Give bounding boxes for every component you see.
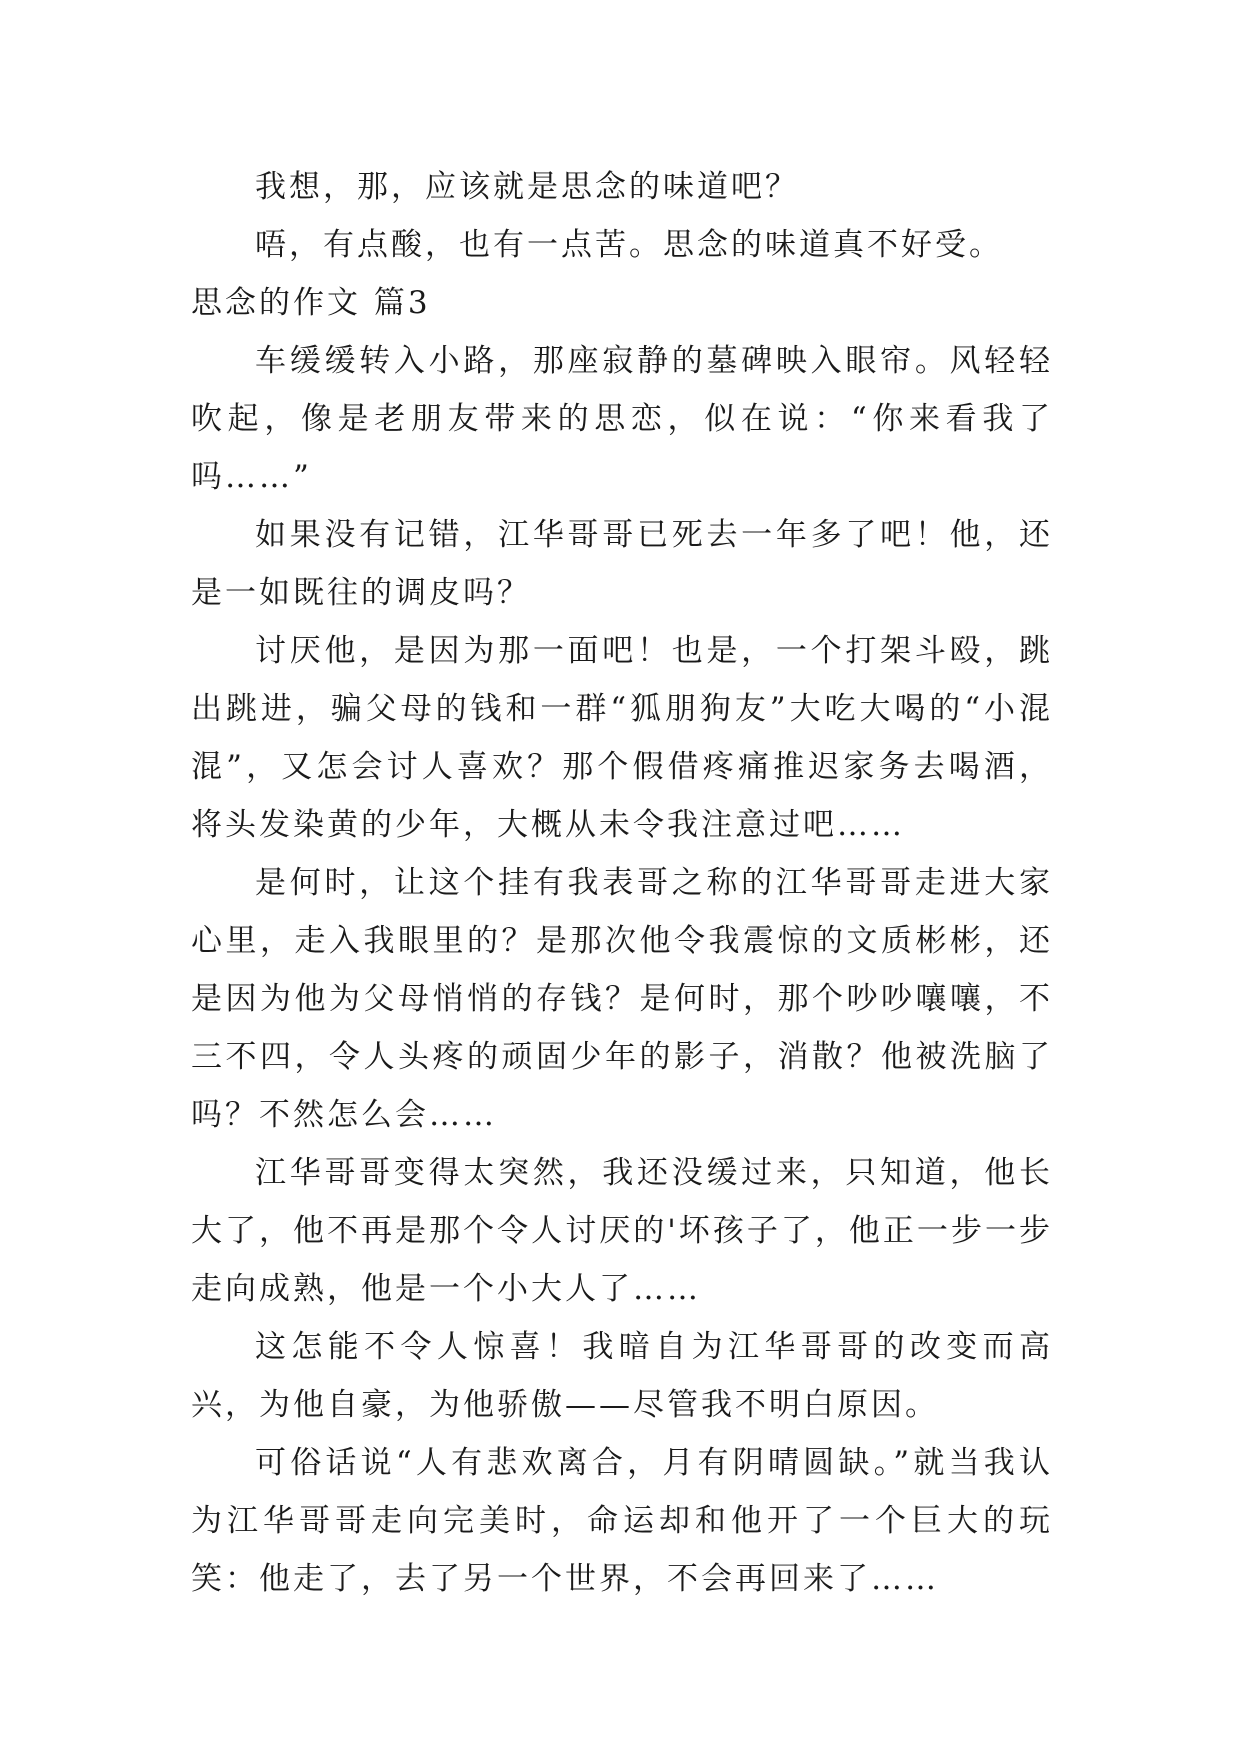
- paragraph: 如果没有记错，江华哥哥已死去一年多了吧！他，还是一如既往的调皮吗？: [191, 517, 1053, 611]
- paragraph: 讨厌他，是因为那一面吧！也是，一个打架斗殴，跳出跳进，骗父母的钱和一群“狐朋狗友”大吃大喝的“小混混”，又怎会讨人喜欢？那个假借疼痛推迟家务去喝酒，将头发染黄的少年，大概从未令我注意过吧……: [191, 633, 1053, 843]
- paragraph: 这怎能不令人惊喜！我暗自为江华哥哥的改变而高兴，为他自豪，为他骄傲——尽管我不明白原因。: [191, 1329, 1053, 1423]
- essay-body: [191, 158, 1053, 1608]
- paragraph: 江华哥哥变得太突然，我还没缓过来，只知道，他长大了，他不再是那个令人讨厌的'坏孩子了，他正一步一步走向成熟，他是一个小大人了……: [191, 1155, 1053, 1307]
- paragraph: 车缓缓转入小路，那座寂静的墓碑映入眼帘。风轻轻吹起，像是老朋友带来的思恋，似在说：“你来看我了吗……”: [191, 343, 1053, 495]
- section-heading: 思念的作文 篇3: [191, 285, 431, 321]
- paragraph: 我想，那，应该就是思念的味道吧？: [255, 169, 799, 205]
- paragraph: 可俗话说“人有悲欢离合，月有阴晴圆缺。”就当我认为江华哥哥走向完美时，命运却和他开了一个巨大的玩笑：他走了，去了另一个世界，不会再回来了……: [191, 1445, 1053, 1597]
- paragraph: 唔，有点酸，也有一点苦。思念的味道真不好受。: [255, 227, 1003, 263]
- paragraph: 是何时，让这个挂有我表哥之称的江华哥哥走进大家心里，走入我眼里的？是那次他令我震惊的文质彬彬，还是因为他为父母悄悄的存钱？是何时，那个吵吵嚷嚷，不三不四，令人头疼的顽固少年的影子，消散？他被洗脑了吗？不然怎么会……: [191, 865, 1053, 1133]
